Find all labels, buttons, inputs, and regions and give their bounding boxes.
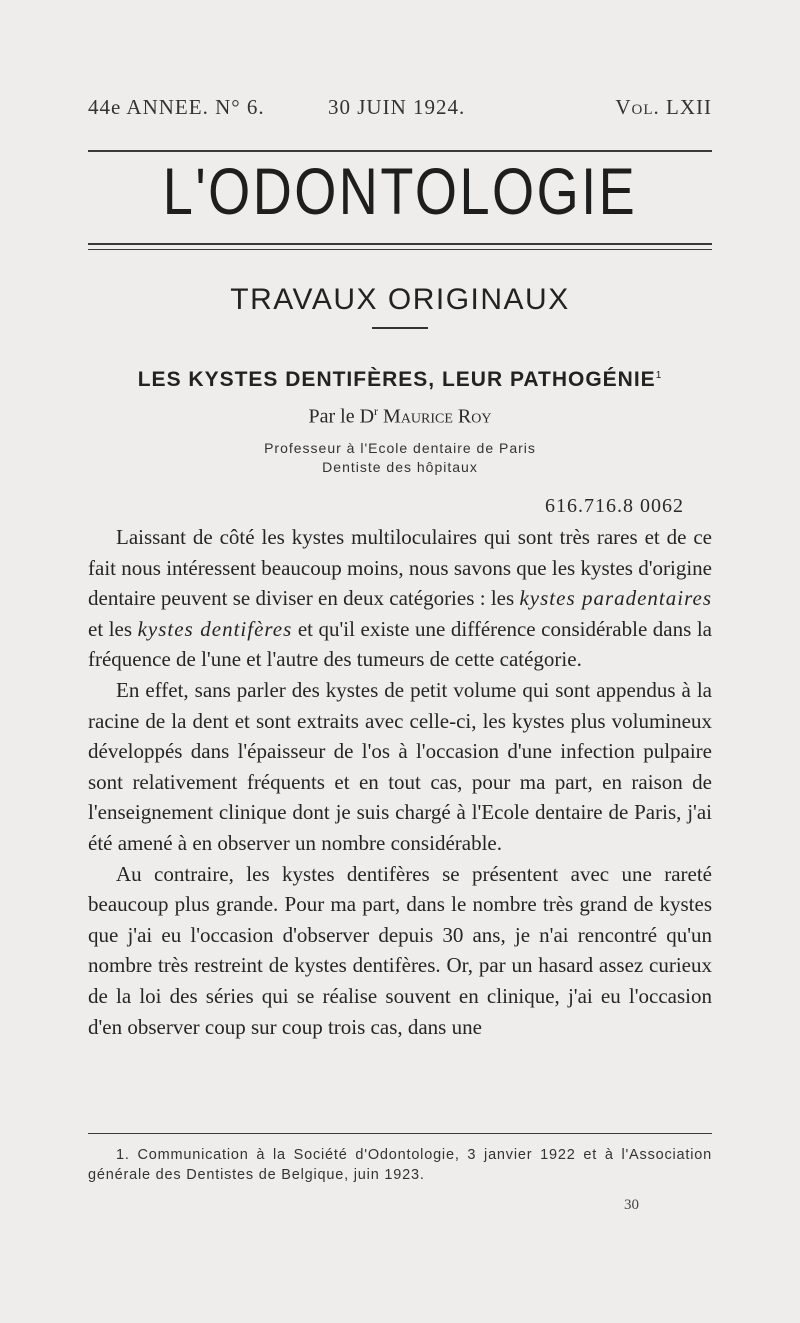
author-prefix: Par le D <box>308 405 375 428</box>
paragraph <box>88 522 712 675</box>
issue-date: 30 JUIN 1924. <box>328 95 466 119</box>
paragraph-text: et qu'il existe une différence considérable dans la fréquence de l'une et l'autre des tumeurs de cette catégorie. <box>88 616 712 672</box>
italic-term: kystes dentifères <box>137 616 293 641</box>
author-prefix-sup: r <box>374 404 379 418</box>
italic-term: kystes paradentaires <box>519 586 712 611</box>
paragraph: Au contraire, les kystes dentifères se présentent avec une rareté beaucoup plus grande. Pour ma part, dans le nombre très grand de kystes que j'ai eu l'occasion d'observer depuis 30 ans, je n'ai rencontré qu'un nombre très restreint de kystes dentifères. Or, par un hasard assez curieux de la loi des séries qui se réalise souvent en clinique, j'ai eu l'occasion d'en observer coup sur coup trois cas, dans une <box>88 861 712 1039</box>
journal-title: L'ODONTOLOGIE <box>162 154 638 228</box>
masthead-bottom-rule <box>88 243 712 245</box>
footnote-marker: 1 <box>655 370 663 381</box>
volume-number: Vol. LXII <box>615 95 712 119</box>
classification-code: 616.716.8 0062 <box>545 495 684 517</box>
section-title: TRAVAUX ORIGINAUX <box>230 283 570 316</box>
author-affiliation: Professeur à l'Ecole dentaire de Paris <box>264 440 536 456</box>
masthead-top-rule <box>88 150 712 152</box>
author-affiliation-2: Dentiste des hôpitaux <box>322 459 478 475</box>
article-title <box>88 368 712 392</box>
page-signature: 30 <box>624 1197 639 1213</box>
author-name: Maurice Roy <box>383 405 492 428</box>
paragraph-text: et les <box>88 616 138 641</box>
article-title-text: LES KYSTES DENTIFÈRES, LEUR PATHOGÉNIE <box>137 368 656 391</box>
footnote-rule <box>88 1133 712 1134</box>
paragraph-text: Laissant de côté les kystes multiloculaires qui sont très rares et de ce fait nous intéressent beaucoup moins, nous savons que les kystes d'origine dentaire peuvent se diviser en deux catégories : les <box>88 525 712 611</box>
article-body <box>88 522 712 1042</box>
article-author <box>88 404 712 429</box>
footnote: 1. Communication à la Société d'Odontologie, 3 janvier 1922 et à l'Association générale des Dentistes de Belgique, juin 1923. <box>88 1147 712 1183</box>
paragraph: En effet, sans parler des kystes de petit volume qui sont appendus à la racine de la dent et sont extraits avec celle-ci, les kystes plus volumineux développés dans l'épaisseur de l'os à l'occasion d'une infection pulpaire sont relativement fréquents et en tout cas, pour ma part, en raison de l'enseignement clinique dont je suis chargé à l'Ecole dentaire de Paris, j'ai été amené à en observer un nombre considérable. <box>88 677 712 855</box>
section-divider <box>372 327 428 329</box>
issue-number: 44e ANNEE. N° 6. <box>88 95 265 119</box>
masthead-bottom-rule-thin <box>88 249 712 250</box>
